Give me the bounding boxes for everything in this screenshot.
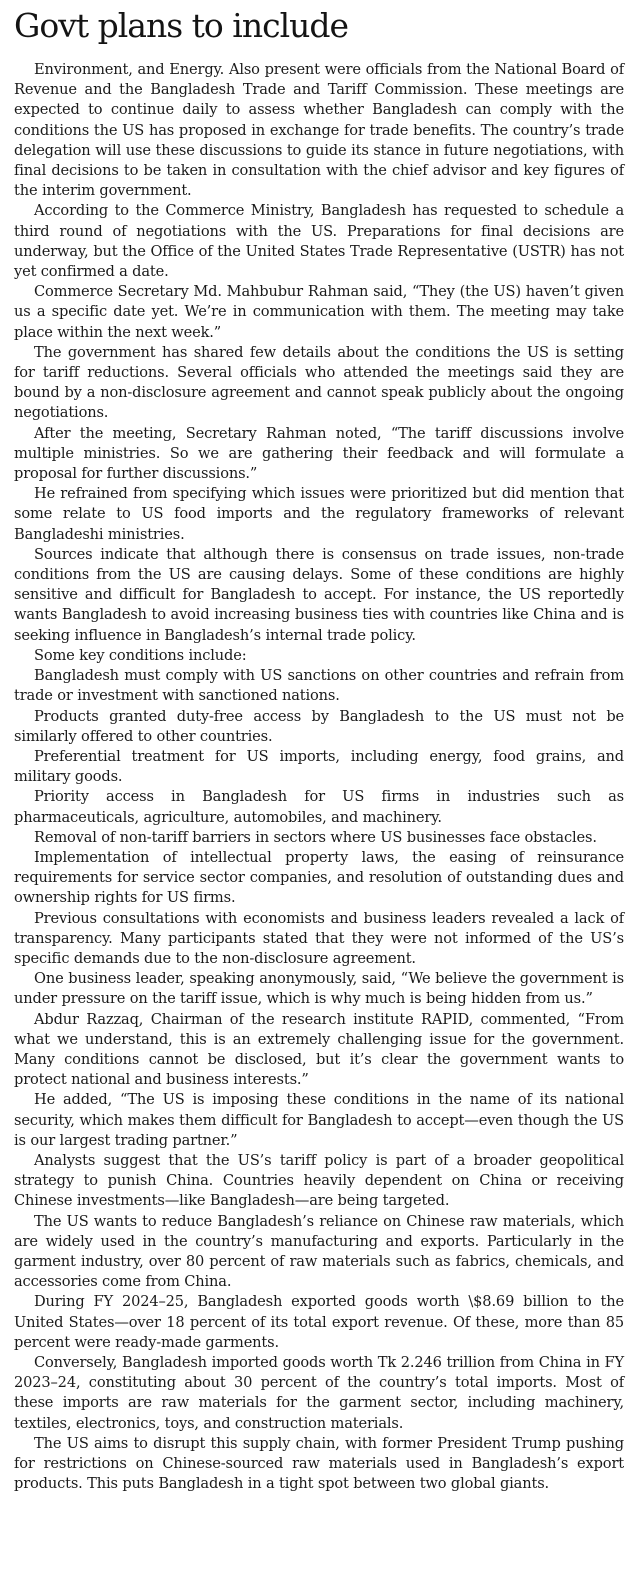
paragraph: The US wants to reduce Bangladesh’s reliance on Chinese raw materials, which are widely used in the country’s manufacturing and exports. Particularly in the garment industry, over 80 percent of raw materials such as fabrics, chemicals, and accessories come from China.	[14, 1212, 624, 1291]
condition-item: Preferential treatment for US imports, including energy, food grains, and military goods.	[14, 747, 624, 786]
paragraph: After the meeting, Secretary Rahman noted, “The tariff discussions involve multiple ministries. So we are gathering their feedback and will formulate a proposal for further discussions.”	[14, 424, 624, 483]
paragraph: The government has shared few details about the conditions the US is setting for tariff reductions. Several officials who attended the meetings said they are bound by a non-disclosure agreement and cannot speak publicly about the ongoing negotiations.	[14, 343, 624, 422]
paragraph: One business leader, speaking anonymously, said, “We believe the government is under pressure on the tariff issue, which is why much is being hidden from us.”	[14, 970, 624, 1008]
paragraph: Sources indicate that although there is consensus on trade issues, non-trade conditions from the US are causing delays. Some of these conditions are highly sensitive and difficult for Bangladesh to accept. For instance, the US reportedly wants Bangladesh to avoid increasing business ties with countries like China and is seeking influence in Bangladesh’s internal trade policy.	[14, 545, 624, 644]
condition-item: Products granted duty-free access by Bangladesh to the US must not be similarly offered to other countries.	[14, 707, 624, 745]
paragraph: Abdur Razzaq, Chairman of the research institute RAPID, commented, “From what we understand, this is an extremely challenging issue for the government. Many conditions cannot be disclosed, but it’s clear the government wants to protect national and business interests.”	[14, 1010, 624, 1089]
paragraph: According to the Commerce Ministry, Bangladesh has requested to schedule a third round of negotiations with the US. Preparations for final decisions are underway, but the Office of the United States Trade Representative (USTR) has not yet confirmed a date.	[14, 202, 624, 281]
condition-item: Bangladesh must comply with US sanctions on other countries and refrain from trade or investment with sanctioned nations.	[14, 667, 624, 705]
paragraph: He added, “The US is imposing these conditions in the name of its national security, which makes them difficult for Bangladesh to accept—even though the US is our largest trading partner.”	[14, 1091, 624, 1149]
condition-item: Removal of non-tariff barriers in sectors where US businesses face obstacles.	[34, 828, 597, 846]
headline: Govt plans to include	[14, 6, 349, 45]
article-body	[14, 60, 624, 1494]
paragraph: Some key conditions include:	[34, 646, 247, 664]
paragraph: Conversely, Bangladesh imported goods worth Tk 2.246 trillion from China in FY 2023–24, constituting about 30 percent of the country’s total imports. Most of these imports are raw materials for the garment sector, including machinery, textiles, electronics, toys, and construction materials.	[14, 1354, 624, 1432]
paragraph: Analysts suggest that the US’s tariff policy is part of a broader geopolitical strategy to punish China. Countries heavily dependent on China or receiving Chinese investments—like Bangladesh—are being targeted.	[14, 1151, 624, 1210]
paragraph: The US aims to disrupt this supply chain, with former President Trump pushing for restrictions on Chinese-sourced raw materials used in Bangladesh’s export products. This puts Bangladesh in a tight spot between two global giants.	[14, 1434, 624, 1493]
condition-item: Priority access in Bangladesh for US firms in industries such as pharmaceuticals, agriculture, automobiles, and machinery.	[14, 788, 624, 826]
paragraph: He refrained from specifying which issues were prioritized but did mention that some relate to US food imports and the regulatory frameworks of relevant Bangladeshi ministries.	[14, 485, 624, 543]
paragraph: During FY 2024–25, Bangladesh exported goods worth \$8.69 billion to the United States—over 18 percent of its total export revenue. Of these, more than 85 percent were ready-made garments.	[14, 1293, 624, 1351]
paragraph: Environment, and Energy. Also present were officials from the National Board of Revenue and the Bangladesh Trade and Tariff Commission. These meetings are expected to continue daily to assess whether Bangladesh can comply with the conditions the US has proposed in exchange for trade benefits. The country’s trade delegation will use these discussions to guide its stance in future negotiations, with final decisions to be taken in consultation with the chief advisor and key figures of the interim government.	[14, 61, 624, 200]
paragraph: Commerce Secretary Md. Mahbubur Rahman said, “They (the US) haven’t given us a specific date yet. We’re in communication with them. The meeting may take place within the next week.”	[14, 283, 624, 341]
paragraph: Previous consultations with economists and business leaders revealed a lack of transparency. Many participants stated that they were not informed of the US’s specific demands due to the non-disclosure agreement.	[14, 909, 624, 967]
article	[14, 4, 624, 1494]
condition-item: Implementation of intellectual property laws, the easing of reinsurance requirements for service sector companies, and resolution of outstanding dues and ownership rights for US firms.	[14, 848, 624, 907]
